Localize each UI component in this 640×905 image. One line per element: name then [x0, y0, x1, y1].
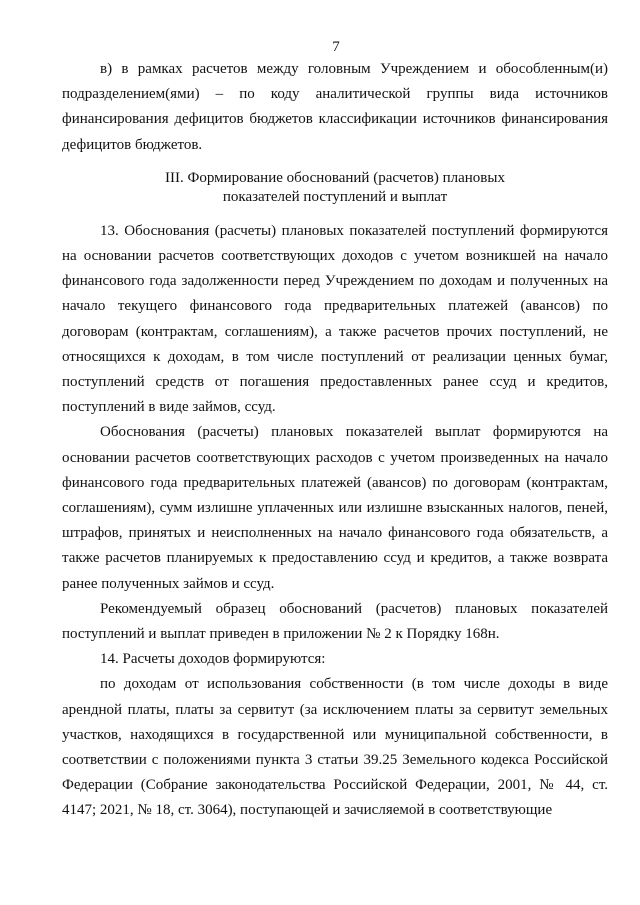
paragraph-13: 13. Обоснования (расчеты) плановых показателей поступлений формируются на основании расчетов соответствующих доходов с учетом возникшей на начало финансового года задолженности перед Учреждением по доходам и полученных на начало текущего финансового года предварительных платежей (авансов) по договорам (контрактам, соглашениям), а также расчетов прочих поступлений, не относящихся к доходам, в том числе поступлений от реализации ценных бумаг, поступлений средств от погашения предоставленных ранее ссуд и кредитов, поступлений в виде займов, ссуд. [62, 222, 608, 416]
page-number: 7 [332, 39, 340, 55]
document-body [62, 57, 608, 824]
paragraph-recommended-sample: Рекомендуемый образец обоснований (расчетов) плановых показателей поступлений и выплат приведен в приложении № 2 к Порядку 168н. [62, 600, 608, 643]
section-heading-line-2: показателей поступлений и выплат [222, 188, 448, 205]
paragraph-item-v: в) в рамках расчетов между головным Учреждением и обособленным(и) подразделением(ями) – по коду аналитической группы вида источников финансирования дефицитов бюджетов классификации источников финансирования дефицитов бюджетов. [62, 61, 608, 153]
section-heading [62, 169, 608, 207]
paragraph-14: 14. Расчеты доходов формируются: [100, 651, 326, 668]
paragraph-property-income: по доходам от использования собственности (в том числе доходы в виде арендной платы, платы за сервитут (за исключением платы за сервитут земельных участков, находящихся в государственной или муниципальной собственности, в соответствии с положениями пункта 3 статьи 39.25 Земельного кодекса Российской Федерации (Собрание законодательства Российской Федерации, 2001, № 44, ст. 4147; 2021, № 18, ст. 3064), поступающей и зачисляемой в соответствующие [62, 676, 608, 819]
paragraph-payments-justification: Обоснования (расчеты) плановых показателей выплат формируются на основании расчетов соответствующих расходов с учетом произведенных на начало финансового года предварительных платежей (авансов) по договорам (контрактам, соглашениям), сумм излишне уплаченных или излишне взысканных налогов, пеней, штрафов, принятых и неисполненных на начало финансового года обязательств, а также расчетов планируемых к предоставлению ссуд и кредитов, а также возврата ранее полученных займов и ссуд. [62, 424, 608, 592]
section-heading-line-1: III. Формирование обоснований (расчетов) плановых [165, 169, 505, 186]
